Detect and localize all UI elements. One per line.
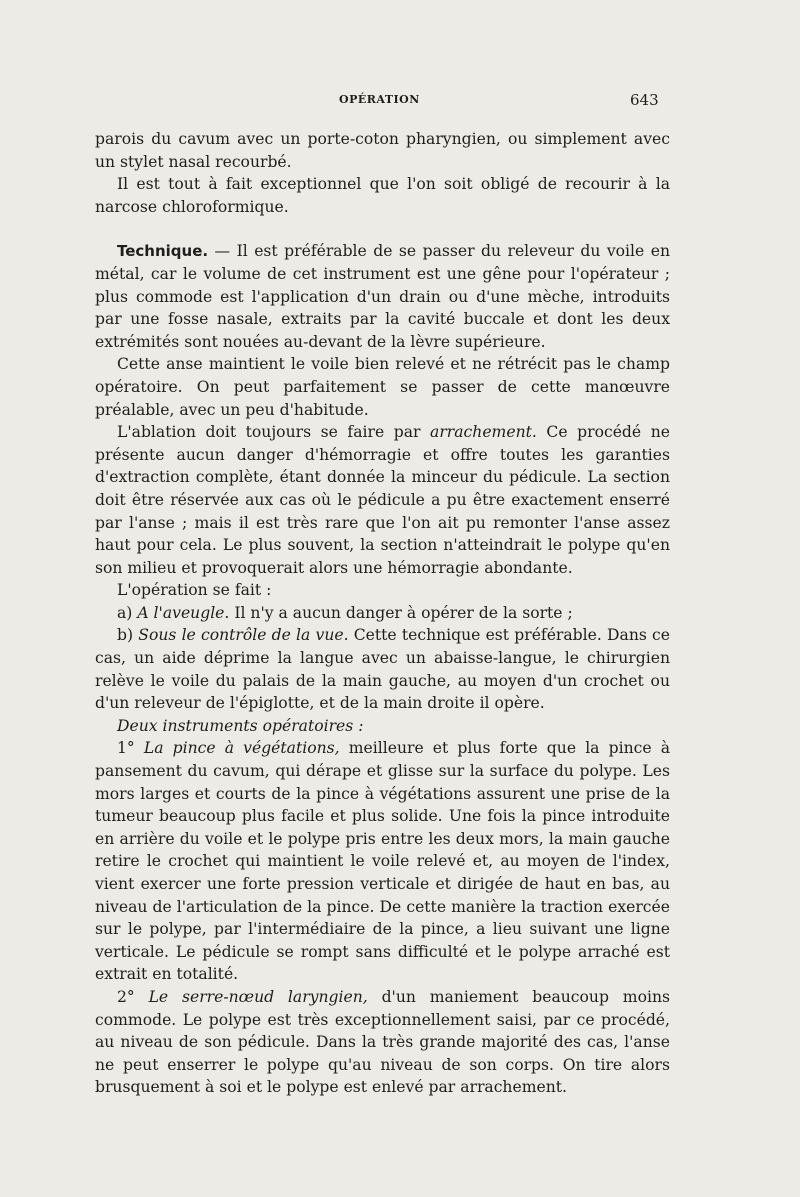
emphasis: Sous le contrôle de la vue. [138,626,349,645]
list-item [95,602,670,625]
running-title: OPÉRATION [339,93,420,106]
emphasis: La pince à végétations, [143,739,340,758]
paragraph-technique [95,240,670,353]
list-marker: a) [117,603,138,622]
emphasis: A l'aveugle. [137,603,230,622]
list-item [95,986,670,1099]
emphasis: arrachement. [430,423,537,442]
list-marker: b) [117,626,139,645]
list-item [95,624,670,714]
page-number: 643 [630,91,659,109]
paragraph: parois du cavum avec un porte-coton pharyngien, ou simplement avec un stylet nasal recourbé. [95,130,670,171]
emphasis: Le serre-nœud laryngien, [148,987,368,1006]
list-marker: 1° [117,739,144,758]
paragraph-text: Cette technique est préférable. Dans ce cas, un aide déprime la langue avec un abaisse-langue, le chirurgien relève le voile du palais de la main gauche, au moyen d'un crochet ou d'un releveur de l'épiglotte, et de la main droite il opère. [95,626,671,713]
paragraph-text: L'ablation doit toujours se faire par [117,423,431,442]
paragraph: Cette anse maintient le voile bien relevé et ne rétrécit pas le champ opératoire. On peut parfaitement se passer de cette manœuvre préalable, avec un peu d'habitude. [95,355,670,419]
paragraph-text: — Il est préférable de se passer du releveur du voile en métal, car le volume de cet instrument est une gêne pour l'opérateur ; plus commode est l'application d'un drain ou d'une mèche, introduits par une fosse nasale, extraits par la cavité buccale et dont les deux extrémités sont nouées au-devant de la lèvre supérieure. [95,242,670,351]
list-item [95,737,670,986]
list-marker: 2° [117,987,149,1006]
paragraph-text: Ce procédé ne présente aucun danger d'hémorragie et offre toutes les garanties d'extraction complète, étant donnée la minceur du pédicule. La section doit être réservée aux cas où le pédicule a pu être exactement enserré par l'anse ; mais il est très rare que l'on ait pu remonter l'anse assez haut pour cela. Le plus souvent, la section n'atteindrait le polype qu'en son milieu et provoquerait alors une hémorragie abondante. [95,423,670,577]
paragraph [95,421,670,579]
body-text [95,128,670,1099]
paragraph-text: d'un maniement beaucoup moins commode. Le polype est très exceptionnellement saisi, par ce procédé, au niveau de son pédicule. Dans la très grande majorité des cas, l'anse ne peut enserrer le polype qu'au niveau de son corps. On tire alors brusquement à soi et le polype est enlevé par arrachement. [95,987,670,1097]
section-term: Technique. [117,242,209,261]
paragraph-text: Il n'y a aucun danger à opérer de la sorte ; [229,603,573,622]
paragraph-text: meilleure et plus forte que la pince à pansement du cavum, qui dérape et glisse sur la surface du polype. Les mors larges et courts de la pince à végétations assurent une prise de la tumeur beaucoup plus facile et plus solide. Une fois la pince introduite en arrière du voile et le polype pris entre les deux mors, la main gauche retire le crochet qui maintient le voile relevé et, au moyen de l'index, vient exercer une forte pression verticale et dirigée de haut en bas, au niveau de l'articulation de la pince. De cette manière la traction exercée sur le polype, par l'intermédiaire de la pince, a lieu suivant une ligne verticale. Le pédicule se rompt sans difficulté et le polype arraché est extrait en totalité. [95,739,671,984]
subheading [95,715,670,738]
paragraph: L'opération se fait : [117,581,272,600]
emphasis: Deux instruments opératoires : [117,716,364,735]
running-head [0,91,800,111]
paragraph: Il est tout à fait exceptionnel que l'on soit obligé de recourir à la narcose chloroformique. [95,175,670,216]
